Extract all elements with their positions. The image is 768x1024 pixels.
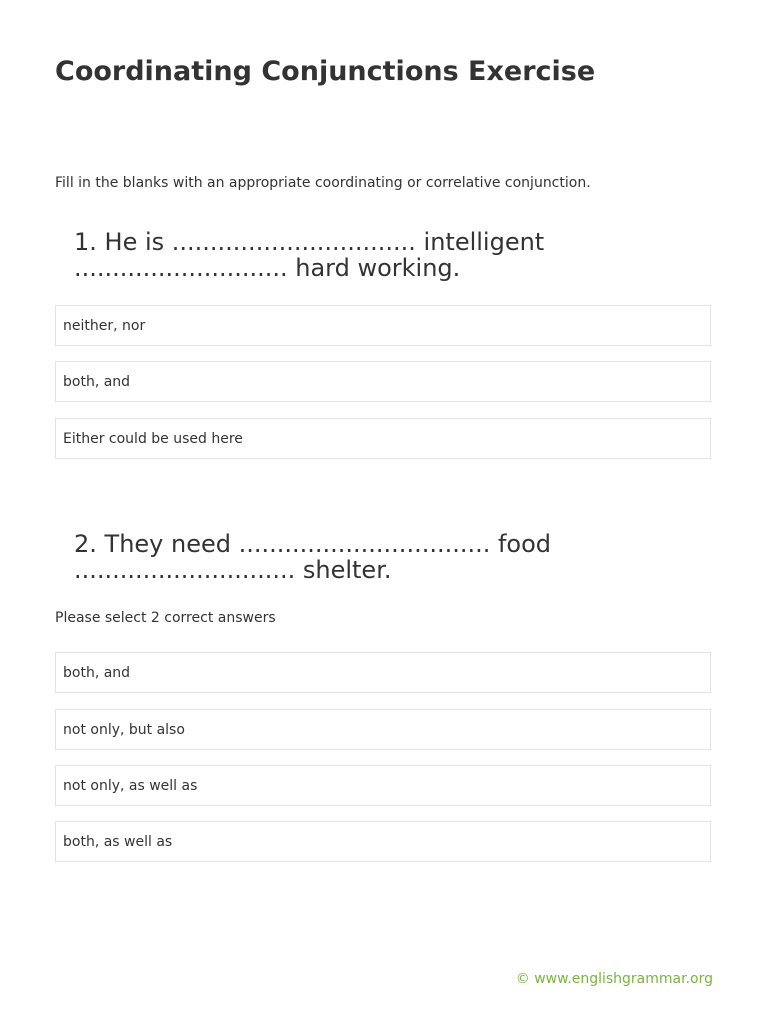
option-label: not only, as well as [63, 778, 198, 794]
question-2-note: Please select 2 correct answers [55, 610, 276, 626]
option-label: both, and [63, 374, 131, 390]
page-title: Coordinating Conjunctions Exercise [55, 56, 596, 87]
question-1-option-1[interactable] [55, 305, 711, 346]
question-1-text: 1. He is ................................ intelligent ............................ hard working. [74, 228, 545, 282]
option-label: not only, but also [63, 722, 185, 738]
question-2-option-3[interactable] [55, 765, 711, 806]
question-2-option-1[interactable] [55, 652, 711, 693]
question-2-option-2[interactable] [55, 709, 711, 750]
question-1-option-3[interactable] [55, 418, 711, 459]
footer-copyright-link[interactable]: © www.englishgrammar.org [515, 971, 713, 987]
option-label: neither, nor [63, 318, 146, 334]
question-1-option-2[interactable] [55, 361, 711, 402]
question-2-option-4[interactable] [55, 821, 711, 862]
question-2-text: 2. They need ................................. food ............................. shelter. [74, 530, 552, 584]
option-label: both, and [63, 665, 131, 681]
option-label: both, as well as [63, 834, 173, 850]
instruction-text: Fill in the blanks with an appropriate coordinating or correlative conjunction. [55, 175, 591, 191]
option-label: Either could be used here [63, 431, 243, 447]
